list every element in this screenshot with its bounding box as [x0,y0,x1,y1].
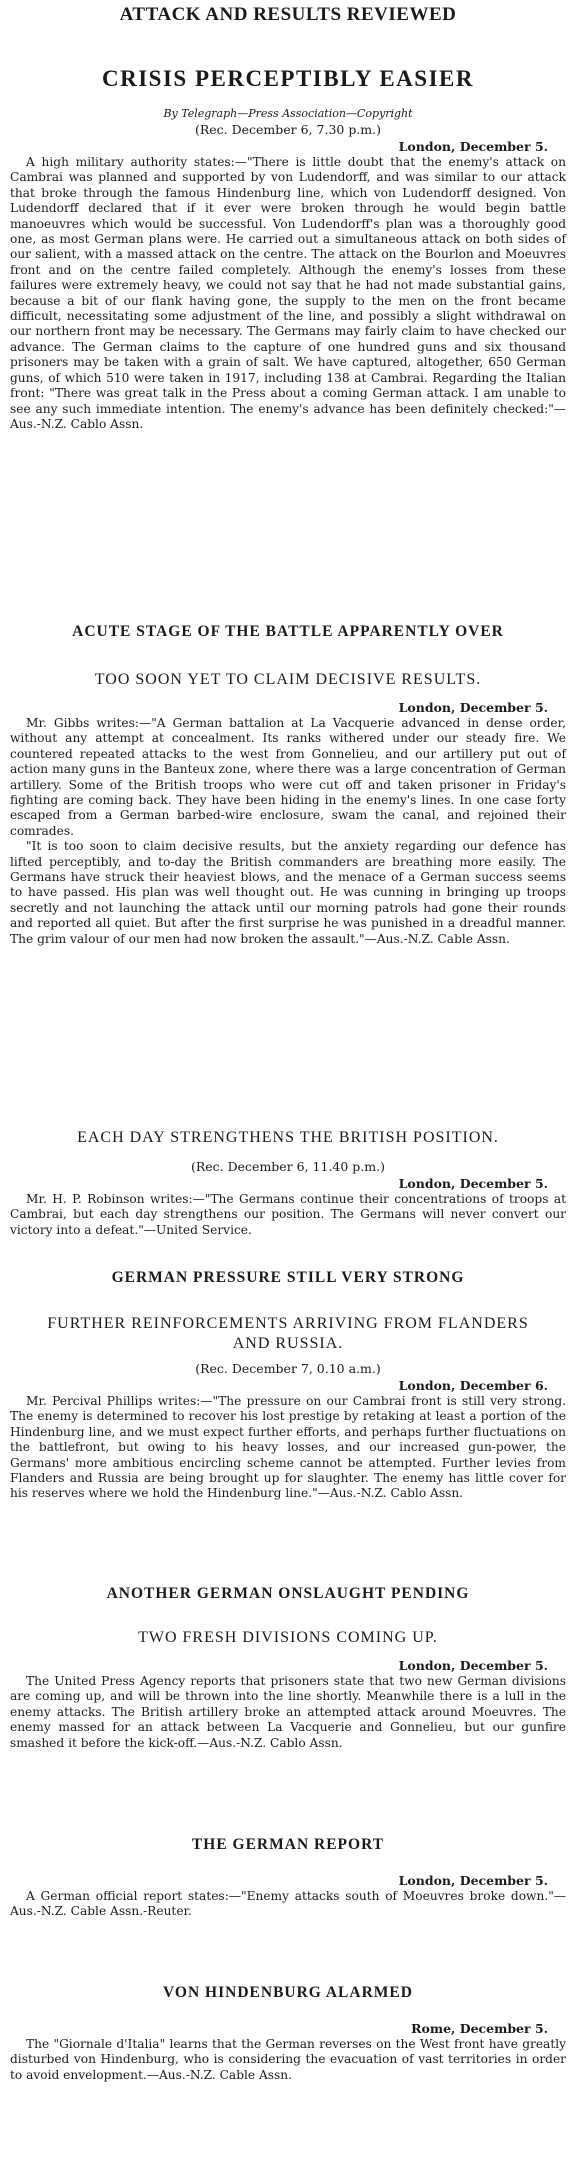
article-body: Mr. Gibbs writes:—"A German battalion at La Vacquerie advanced in dense order, without any attempt at concealment. Its ranks withered under our steady fire. We countered repeated attacks to the west from Gonnelieu, and our artillery put out of action many guns in the Banteux zone, where there was a large concentration of German artillery. Some of the British troops who were cut off and taken prisoner in Friday's fighting are coming back. They have been hiding in the enemy's lines. In one case forty escaped from a German barbed-wire enclosure, swam the canal, and rejoined their comrades. [10,716,566,838]
article-body: A high military authority states:—"There is little doubt that the enemy's attack on Cambrai was planned and supported by von Ludendorff, and was similar to our attack that broke through the famous Hindenburg line, which von Ludendorff designed. Von Ludendorff declared that if it ever were broken through he would begin battle manoeuvres which would be successful. Von Ludendorff's plan was a thoroughly good one, as most German plans were. He carried out a simultaneous attack on both sides of our salient, with a massed attack on the centre. The attack on the Bourlon and Moeuvres front and on the centre failed completely. Although the enemy's losses from these failures were extremely heavy, we could not say that he had not made substantial gains, because a bit of our flank having gone, the supply to the men on the front became difficult, necessitating some adjustment of the line, and possibly a slight withdrawal on our northern front may be necessary. The Germans may fairly claim to have checked our advance. The German claims to the capture of one hundred guns and six thousand prisoners may be taken with a grain of salt. We have captured, altogether, 650 German guns, of which 510 were taken in 1917, including 138 at Cambrai. Regarding the Italian front: "There was great talk in the Press about a coming German attack. I am unable to see any such immediate intention. The enemy's advance has been definitely checked:"—Aus.-N.Z. Cablo Assn. [10,155,566,431]
headline-each-day: EACH DAY STRENGTHENS THE BRITISH POSITION. [77,1129,499,1146]
received-time: (Rec. December 6, 7.30 p.m.) [194,122,382,137]
article-body: Mr. H. P. Robinson writes:—"The Germans continue their concentrations of troops at Cambrai, but each day strengthens our position. The Germans will never convert our victory into a defeat."—United Service. [10,1192,566,1237]
article-german-pressure [10,1268,566,1502]
dateline: London, December 5. [398,1176,548,1191]
article-body: Mr. Percival Phillips writes:—"The pressure on our Cambrai front is still very strong. The enemy is determined to recover his lost prestige by retaking at least a portion of the Hindenburg line, and we must expect further efforts, and perhaps further fluctuations on the battlefront, but owing to his heavy losses, and our increased gun-power, the Germans' more ambitious encircling scheme cannot be attempted. Further levies from Flanders and Russia are being brought up for slaughter. The enemy has little cover for his reserves where we hold the Hindenburg line."—Aus.-N.Z. Cablo Assn. [10,1394,566,1501]
article-body: "It is too soon to claim decisive results, but the anxiety regarding our defence has lifted perceptibly, and to-day the British commanders are breathing more easily. The Germans have struck their heaviest blows, and the menace of a German success seems to have passed. His plan was well thought out. He was cunning in bringing up troops secretly and not launching the attack until our morning patrols had gone their rounds and reported all quiet. But after the first surprise he was punished in a dreadful manner. The grim valour of our men had now broken the assault."—Aus.-N.Z. Cable Assn. [10,839,566,946]
article-body: The "Giornale d'Italia" learns that the German reverses on the West front have greatly disturbed von Hindenburg, who is considering the evacuation of vast territories in order to avoid envelopment.—Aus.-N.Z. Cable Assn. [10,2037,566,2082]
dateline: London, December 5. [398,139,548,154]
article-onslaught [10,1584,566,1751]
dateline: Rome, December 5. [411,2021,548,2036]
article-acute-stage [10,622,566,947]
dateline: London, December 6. [398,1378,548,1393]
article-body: A German official report states:—"Enemy attacks south of Moeuvres broke down."—Aus.-N.Z. Cable Assn.-Reuter. [10,1889,566,1919]
dateline: London, December 5. [398,700,548,715]
received-time: (Rec. December 6, 11.40 p.m.) [191,1159,385,1174]
subhead-too-soon: TOO SOON YET TO CLAIM DECISIVE RESULTS. [94,671,482,688]
headline-onslaught: ANOTHER GERMAN ONSLAUGHT PENDING [106,1585,470,1602]
article-body: The United Press Agency reports that prisoners state that two new German divisions are coming up, and will be thrown into the line shortly. Meanwhile there is a lull in the enemy attacks. The British artillery broke an attempted attack around Moeuvres. The enemy massed for an attack between La Vacquerie and Gonnelieu, but our gunfire smashed it before the kick-off.—Aus.-N.Z. Cablo Assn. [10,1674,566,1750]
headline-german-pressure: GERMAN PRESSURE STILL VERY STRONG [111,1269,465,1286]
headline-acute-stage: ACUTE STAGE OF THE BATTLE APPARENTLY OVER [72,623,504,640]
article-hindenburg [10,1983,566,2083]
received-time: (Rec. December 7, 0.10 a.m.) [195,1361,381,1376]
headline-crisis: CRISIS PERCEPTIBLY EASIER [102,66,474,91]
headline-german-report: THE GERMAN REPORT [191,1836,385,1853]
masthead-title: ATTACK AND RESULTS REVIEWED [119,4,457,25]
subhead-two-divisions: TWO FRESH DIVISIONS COMING UP. [138,1629,438,1646]
article-german-report [10,1835,566,1920]
dateline: London, December 5. [398,1873,548,1888]
subhead-reinforcements: FURTHER REINFORCEMENTS ARRIVING FROM FLANDERS [47,1315,529,1332]
article-crisis [10,62,566,432]
subhead-reinforcements-cont: AND RUSSIA. [232,1335,344,1352]
byline: By Telegraph—Press Association—Copyright [163,107,413,120]
headline-hindenburg: VON HINDENBURG ALARMED [163,1984,413,2001]
article-each-day [10,1128,566,1238]
dateline: London, December 5. [398,1658,548,1673]
